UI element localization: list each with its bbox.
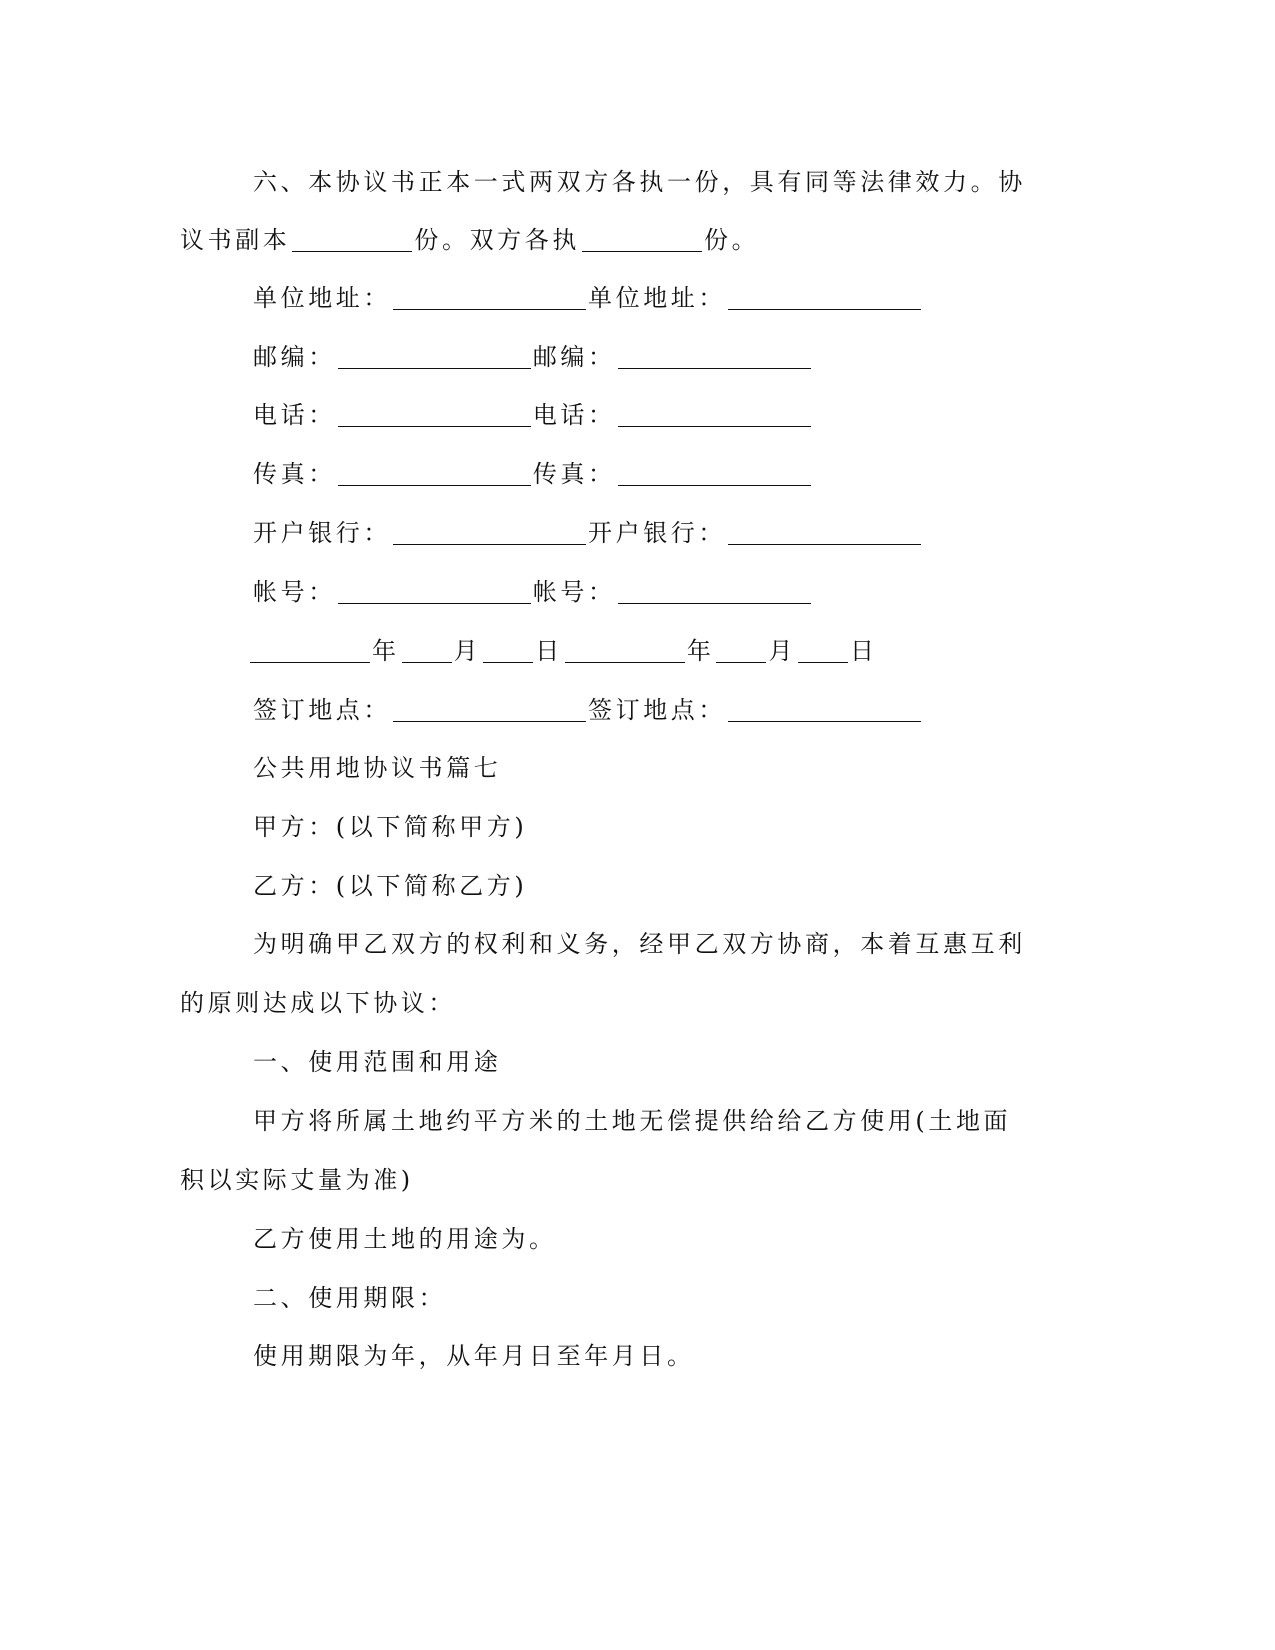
blank-field — [402, 638, 452, 663]
form-row-bank — [253, 516, 923, 550]
section-heading: 二、使用期限： — [253, 1284, 447, 1312]
blank-field — [338, 344, 531, 369]
label: 月 — [768, 637, 797, 665]
text: 议书副本 — [180, 226, 291, 254]
text: 份。双方各执 — [414, 226, 581, 254]
paragraph — [180, 223, 759, 257]
text: 份。 — [704, 226, 760, 254]
label: 年 — [686, 637, 715, 665]
paragraph: 积以实际丈量为准) — [180, 1166, 414, 1194]
form-row-fax — [253, 457, 813, 491]
form-row-account — [253, 575, 813, 609]
form-row-postcode — [253, 340, 813, 374]
form-row-sign-place — [253, 693, 923, 727]
blank-field — [798, 638, 848, 663]
label: 年 — [372, 637, 400, 665]
blank-field — [618, 461, 811, 486]
blank-field — [393, 285, 586, 310]
blank-field — [716, 638, 766, 663]
blank-field — [618, 344, 811, 369]
label: 开户银行： — [253, 519, 391, 547]
label: 传真： — [532, 460, 616, 488]
paragraph: 六、本协议书正本一式两双方各执一份，具有同等法律效力。协 — [253, 168, 1026, 196]
blank-field — [728, 520, 921, 545]
paragraph: 的原则达成以下协议： — [180, 989, 456, 1017]
label: 月 — [453, 637, 482, 665]
label: 签订地点： — [253, 696, 391, 724]
label: 日 — [850, 637, 878, 665]
label: 帐号： — [532, 578, 616, 606]
label: 邮编： — [532, 343, 616, 371]
section-heading: 一、使用范围和用途 — [253, 1048, 502, 1076]
label: 电话： — [253, 401, 336, 429]
blank-field — [250, 638, 370, 663]
paragraph: 甲方将所属土地约平方米的土地无偿提供给给乙方使用(土地面 — [253, 1107, 1012, 1135]
blank-field — [292, 227, 412, 252]
blank-field — [618, 579, 811, 604]
paragraph: 乙方使用土地的用途为。 — [253, 1225, 557, 1253]
party-b: 乙方：(以下简称乙方) — [253, 872, 528, 900]
label: 日 — [535, 637, 563, 665]
blank-field — [338, 579, 531, 604]
label: 开户银行： — [588, 519, 726, 547]
label: 邮编： — [253, 343, 336, 371]
chapter-title: 公共用地协议书篇七 — [253, 754, 502, 782]
blank-field — [582, 227, 702, 252]
paragraph: 使用期限为年，从年月日至年月日。 — [253, 1342, 695, 1370]
blank-field — [483, 638, 533, 663]
blank-field — [393, 520, 586, 545]
label: 签订地点： — [588, 696, 726, 724]
blank-field — [565, 638, 685, 663]
label: 帐号： — [253, 578, 336, 606]
label: 传真： — [253, 460, 336, 488]
blank-field — [728, 697, 921, 722]
label: 电话： — [532, 401, 616, 429]
paragraph: 为明确甲乙双方的权利和义务，经甲乙双方协商，本着互惠互利 — [253, 930, 1026, 958]
blank-field — [338, 461, 531, 486]
blank-field — [728, 285, 921, 310]
blank-field — [338, 402, 531, 427]
form-row-address — [253, 281, 923, 315]
form-row-phone — [253, 398, 813, 432]
label: 单位地址： — [588, 284, 726, 312]
party-a: 甲方：(以下简称甲方) — [253, 813, 528, 841]
label: 单位地址： — [253, 284, 391, 312]
form-row-date — [248, 634, 878, 668]
blank-field — [393, 697, 586, 722]
blank-field — [618, 402, 811, 427]
